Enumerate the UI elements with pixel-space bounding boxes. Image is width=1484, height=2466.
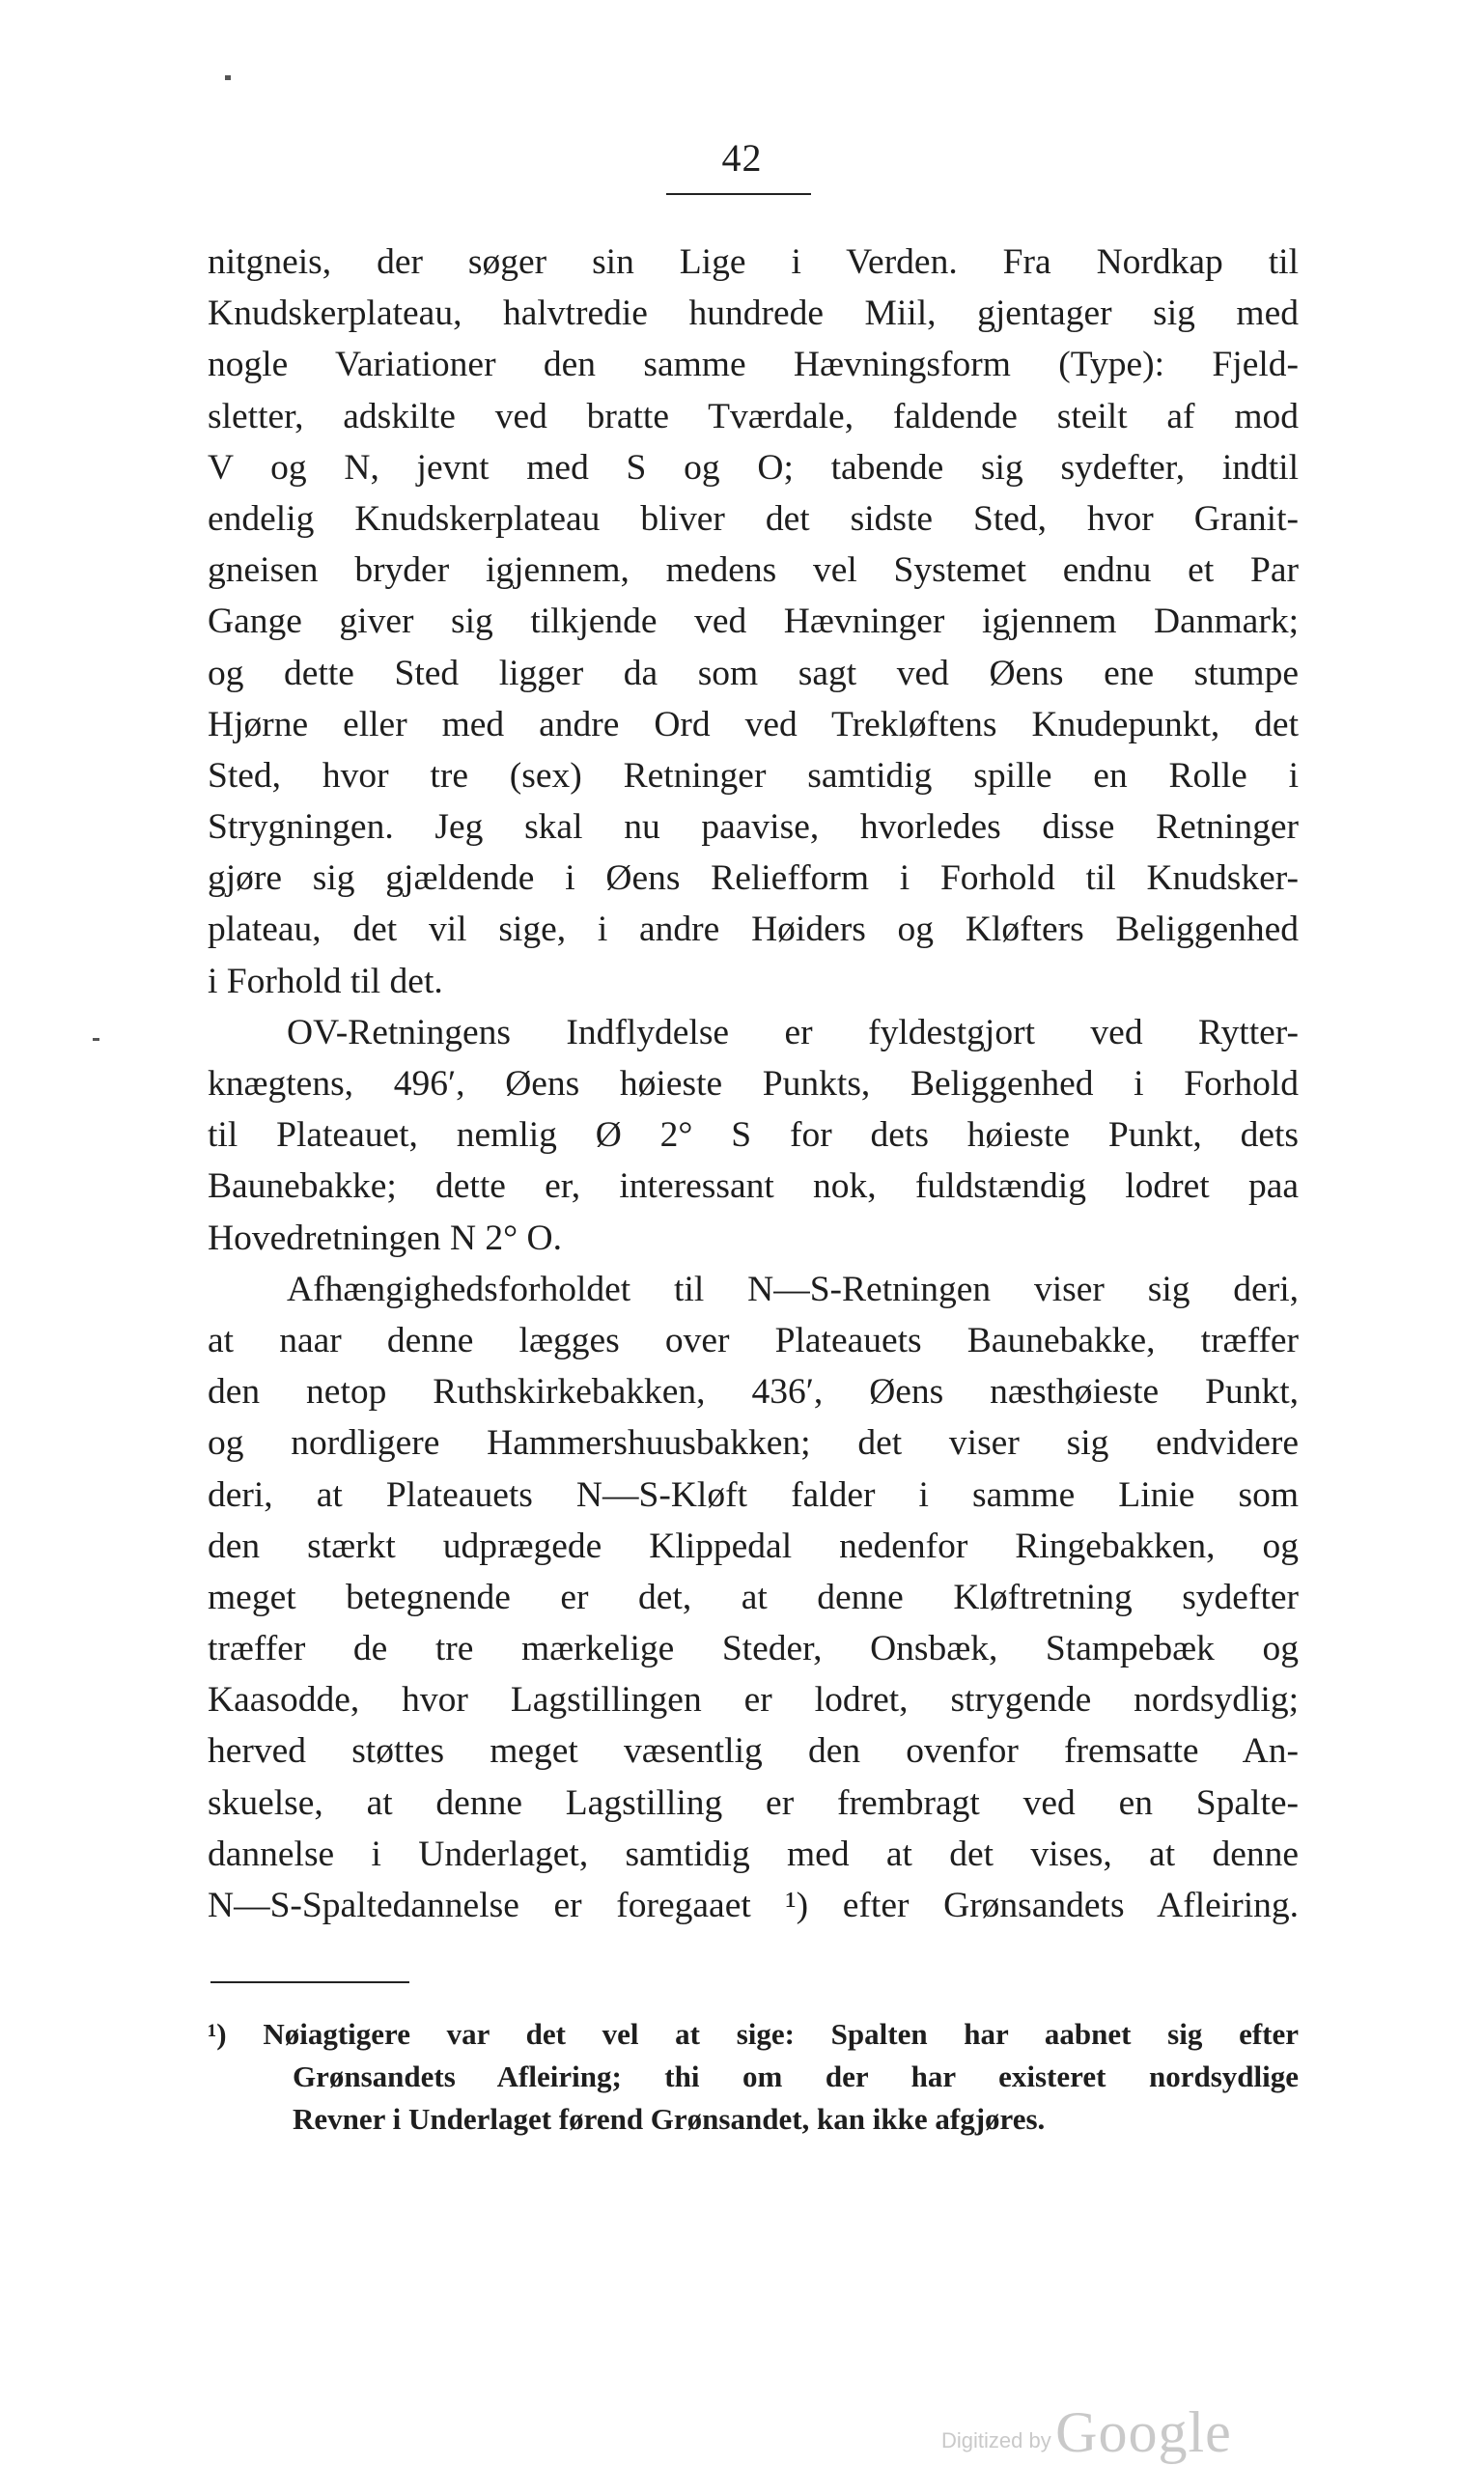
page-number: 42 <box>721 136 763 180</box>
text-line: til Plateauet, nemlig Ø 2° S for dets høieste Punkt, dets <box>208 1115 1299 1156</box>
text-line: den netop Ruthskirkebakken, 436′, Øens næsthøieste Punkt, <box>208 1372 1299 1413</box>
text-line: N—S-Spaltedannelse er foregaaet ¹) efter Grønsandets Afleiring. <box>208 1886 1299 1925</box>
digitized-watermark <box>941 2399 1232 2466</box>
text-line: deri, at Plateauets N—S-Kløft falder i samme Linie som <box>208 1474 1299 1515</box>
text-line: nogle Variationer den samme Hævningsform (Type): Fjeld- <box>208 345 1299 385</box>
text-line: træffer de tre mærkelige Steder, Onsbæk, Stampebæk og <box>208 1629 1299 1669</box>
footnote <box>208 2013 1299 2141</box>
text-line: Afhængighedsforholdet til N—S-Retningen viser sig deri, <box>287 1269 1299 1309</box>
stray-mark <box>225 75 231 80</box>
text-line: skuelse, at denne Lagstilling er frembragt ved en Spalte- <box>208 1782 1299 1823</box>
text-line: og nordligere Hammershuusbakken; det viser sig endvidere <box>208 1423 1299 1464</box>
text-line: Gange giver sig tilkjende ved Hævninger igjennem Danmark; <box>208 602 1299 642</box>
text-line: den stærkt udprægede Klippedal nedenfor Ringebakken, og <box>208 1526 1299 1566</box>
text-line: nitgneis, der søger sin Lige i Verden. Fra Nordkap til <box>208 242 1299 282</box>
text-line: Sted, hvor tre (sex) Retninger samtidig spille en Rolle i <box>208 755 1299 796</box>
page-number-rule <box>666 193 811 195</box>
stray-mark <box>93 1038 99 1041</box>
footnote-line: Revner i Underlaget førend Grønsandet, kan ikke afgjøres. <box>293 2102 1046 2136</box>
footnote-line: Grønsandets Afleiring; thi om der har existeret nordsydlige <box>293 2060 1299 2093</box>
text-line: OV-Retningens Indflydelse er fyldestgjort ved Rytter- <box>287 1012 1299 1052</box>
text-line: dannelse i Underlaget, samtidig med at det vises, at denne <box>208 1834 1299 1874</box>
text-line: gjøre sig gjældende i Øens Reliefform i Forhold til Knudsker- <box>208 858 1299 899</box>
text-line: Kaasodde, hvor Lagstillingen er lodret, strygende nordsydlig; <box>208 1680 1299 1721</box>
text-line: og dette Sted ligger da som sagt ved Øens ene stumpe <box>208 653 1299 693</box>
body-text <box>208 237 1299 1931</box>
footnote-line: ¹) Nøiagtigere var det vel at sige: Spalten har aabnet sig efter <box>208 2017 1299 2051</box>
text-line: V og N, jevnt med S og O; tabende sig sydefter, indtil <box>208 447 1299 488</box>
footnote-rule <box>210 1981 409 1983</box>
text-line: Strygningen. Jeg skal nu paavise, hvorledes disse Retninger <box>208 807 1299 848</box>
text-line: plateau, det vil sige, i andre Høiders og Kløfters Beliggenhed <box>208 910 1299 950</box>
text-line: i Forhold til det. <box>208 961 443 1001</box>
text-line: endelig Knudskerplateau bliver det sidste Sted, hvor Granit- <box>208 498 1299 539</box>
text-line: knægtens, 496′, Øens høieste Punkts, Beliggenhed i Forhold <box>208 1064 1299 1104</box>
watermark-prefix: Digitized by <box>941 2428 1051 2452</box>
text-line: at naar denne lægges over Plateauets Baunebakke, træffer <box>208 1320 1299 1360</box>
text-line: Hovedretningen N 2° O. <box>208 1218 562 1258</box>
text-line: meget betegnende er det, at denne Kløftretning sydefter <box>208 1577 1299 1617</box>
text-line: Hjørne eller med andre Ord ved Trekløftens Knudepunkt, det <box>208 704 1299 744</box>
text-line: Baunebakke; dette er, interessant nok, fuldstændig lodret paa <box>208 1166 1299 1207</box>
text-line: gneisen bryder igjennem, medens vel Systemet endnu et Par <box>208 550 1299 591</box>
text-line: Knudskerplateau, halvtredie hundrede Miil, gjentager sig med <box>208 294 1299 334</box>
watermark-brand: Google <box>1055 2400 1232 2464</box>
text-line: herved støttes meget væsentlig den ovenfor fremsatte An- <box>208 1731 1299 1772</box>
text-line: sletter, adskilte ved bratte Tværdale, faldende steilt af mod <box>208 396 1299 436</box>
